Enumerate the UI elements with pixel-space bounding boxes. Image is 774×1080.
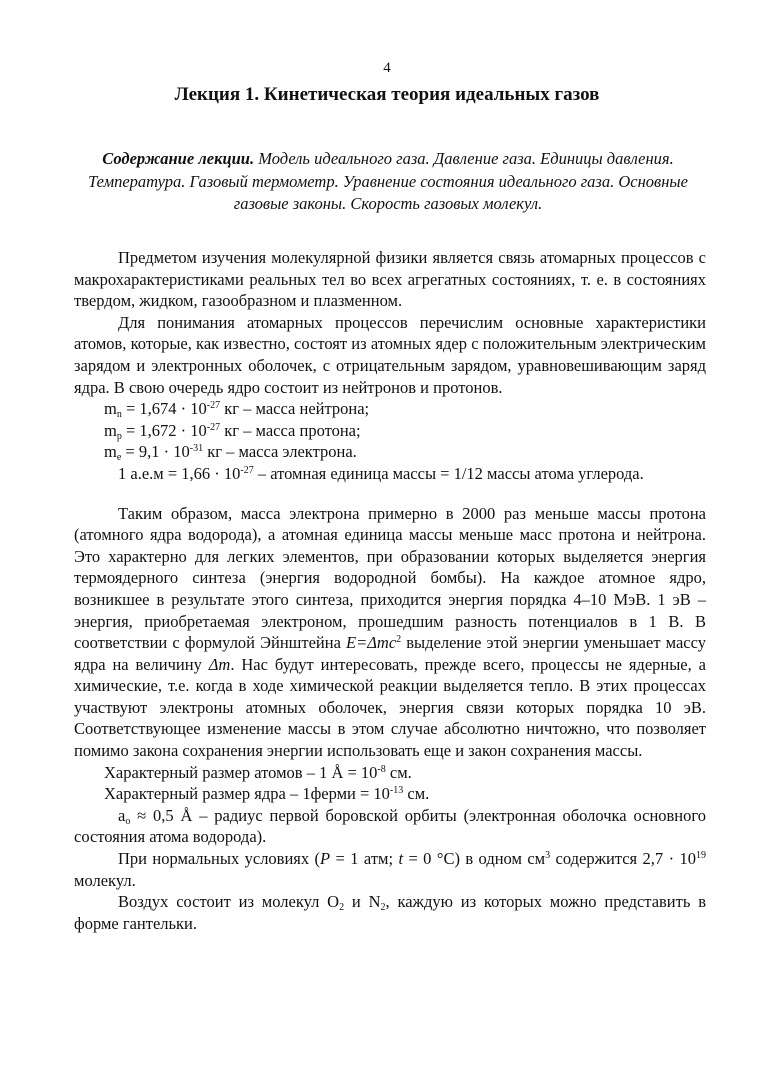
einstein-formula: E=Δmc [346, 633, 397, 653]
lecture-abstract [70, 148, 706, 216]
air-composition: Воздух состоит из молекул $O_2$ и $N_2$, каждую из которых можно представить в форме гантельки. [74, 892, 706, 933]
abstract-text: Модель идеального газа. Давление газа. Единицы давления. Температура. Газовый термометр. Уравнение состояния идеального газа. Основные газовые законы. Скорость газовых молекул. [88, 149, 688, 213]
paragraph-intro: Предметом изучения молекулярной физики является связь атомарных процессов с макрохарактеристиками реальных тел во всех агрегатных состояниях, т. е. в состояниях твердом, жидком, газообразном и плазменном. [74, 248, 706, 311]
abstract-lead: Содержание лекции. [102, 149, 255, 168]
amu-definition: 1 $а.е.м = 1,66 \cdot 10^{-27}$ – атомная единица массы = 1/12 массы атома углерода. [118, 463, 644, 483]
electron-mass: $m_e = 9,1 \cdot 10^{-31}$ кг – масса электрона. [104, 442, 357, 464]
mass-defect: Δm [208, 654, 231, 674]
spacer [74, 485, 706, 503]
nucleus-size: Характерный размер ядра – 1ферми = $10^{-13}$ см. [104, 784, 430, 804]
page-number: 4 [383, 60, 391, 76]
neutron-mass: $m_n = 1,674 \cdot 10^{-27}$ кг – масса нейтрона; [104, 399, 370, 421]
atom-size: Характерный размер атомов – 1 Å = $10^{-8}$ см. [104, 762, 412, 782]
paragraph-energy: Таким образом, масса электрона примерно в 2000 раз меньше массы протона (атомного ядра водорода), а атомная единица массы меньше масс протона и нейтрона. Это характерно для легких элементов, при образовании которых выделяется энергия термоядерного синтеза (энергия водородной бомбы). На каждое атомное ядро, возникшее в результате этого синтеза, приходится энергия порядка 4–10 МэВ. 1 эВ – энергия, приобретаемая электроном, прошедшим разность потенциалов в 1 В. В соответствии с формулой Эйнштейна E=Δmc$^2$ выделение этой энергии уменьшает массу ядра на величину Δm. Нас будут интересовать, прежде всего, процессы не ядерные, а химические, т.е. когда в ходе химической реакции выделяется тепло. В этих процессах участвуют электроны атомных оболочек, энергия связи которых порядка 10 эВ. Соответствующее изменение массы в этом случае абсолютно ничтожно, что позволяет помимо закона сохранения энергии использовать еще и закон сохранения массы. [74, 503, 706, 761]
lecture-title: Лекция 1. Кинетическая теория идеальных газов [174, 84, 600, 105]
paragraph-atoms: Для понимания атомарных процессов перечислим основные характеристики атомов, которые, как известно, состоят из атомных ядер с положительным электрическим зарядом и электронных оболочек, с отрицательным зарядом, уравновешивающим заряд ядра. В свою очередь ядро состоит из нейтронов и протонов. [74, 312, 706, 397]
bohr-radius: $a_o \approx 0,5$ Å – радиус первой боровской орбиты (электронная оболочка основного состояния атома водорода). [74, 805, 706, 847]
proton-mass: $m_p = 1,672 \cdot 10^{-27}$ кг – масса протона; [104, 420, 361, 442]
normal-conditions: При нормальных условиях (P = 1 атм; t = 0 °С) в одном $см^3$ содержится $2,7 \cdot 10^{19}$ молекул. [74, 849, 706, 890]
lecture-body [74, 247, 706, 934]
